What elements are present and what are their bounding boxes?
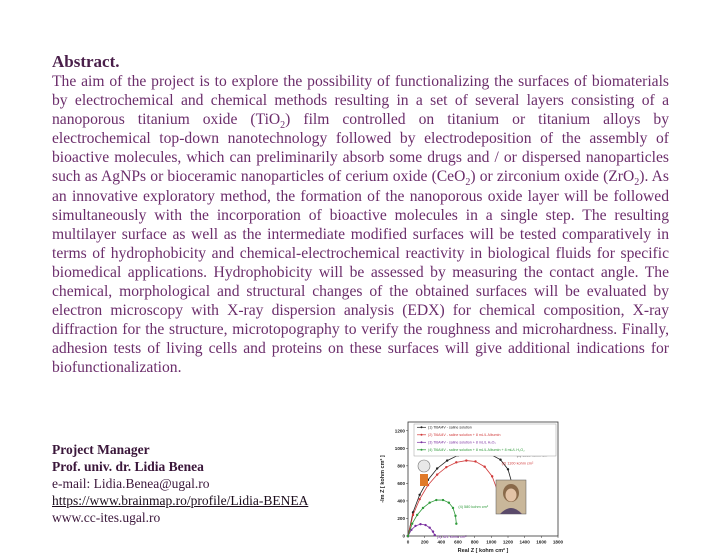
email-label: e-mail: bbox=[52, 476, 91, 491]
x-tick-label: 400 bbox=[437, 539, 446, 545]
photo-face bbox=[506, 489, 517, 502]
data-point bbox=[435, 499, 437, 501]
legend-entry-1: (1) Ti6Al4V - saline solution bbox=[428, 425, 472, 430]
series-annotation-4: (4) 580 kohm cm² bbox=[458, 505, 489, 510]
data-point bbox=[419, 523, 421, 525]
data-point bbox=[428, 526, 430, 528]
y-tick-label: 1200 bbox=[394, 428, 405, 434]
sample-photo bbox=[496, 480, 526, 514]
data-point bbox=[507, 468, 509, 470]
data-point bbox=[455, 523, 457, 525]
data-point bbox=[442, 499, 444, 501]
project-manager-block bbox=[52, 441, 308, 526]
data-point bbox=[446, 459, 448, 461]
data-point bbox=[434, 534, 436, 536]
y-tick-label: 400 bbox=[397, 498, 405, 504]
x-tick-label: 1000 bbox=[486, 539, 497, 545]
legend-marker-1 bbox=[421, 426, 423, 428]
data-point bbox=[432, 530, 434, 532]
abstract-section bbox=[52, 52, 669, 378]
legend-entry-3: (3) Ti6Al4V - saline solution + 8 mL/L H₂O₂ bbox=[428, 440, 496, 445]
profile-link[interactable]: https://www.brainmap.ro/profile/Lidia-BENEA bbox=[52, 493, 309, 508]
abstract-text bbox=[52, 72, 669, 378]
abstract-text-part-2: ) film controlled on titanium or titanium alloys by electrochemical top-down nanotechnology followed by electrodeposition of the assembly of bioactive molecules, which can preliminarily absorb some drugs and / or dispersed nanoparticles such as AgNPs or bioceramic nanoparticles of cerium oxide (CeO bbox=[52, 111, 669, 186]
x-tick-label: 600 bbox=[454, 539, 462, 545]
x-tick-label: 1800 bbox=[552, 539, 564, 545]
y-tick-label: 0 bbox=[402, 533, 405, 539]
legend-marker-3 bbox=[421, 441, 423, 443]
y-axis-label: -Im Z [ kohm cm² ] bbox=[380, 455, 386, 503]
data-point bbox=[454, 515, 456, 517]
data-point bbox=[418, 494, 420, 496]
x-tick-label: 800 bbox=[470, 539, 479, 545]
series-annotation-3: (3) 321 kohm cm² bbox=[436, 535, 467, 540]
legend-marker-2 bbox=[421, 434, 423, 436]
data-point bbox=[474, 460, 476, 462]
x-tick-label: 0 bbox=[406, 539, 410, 545]
abstract-heading: Abstract. bbox=[52, 52, 120, 71]
website-link[interactable]: www.cc-ites.ugal.ro bbox=[52, 510, 161, 525]
y-tick-label: 1000 bbox=[394, 445, 405, 451]
legend-entry-4: (4) Ti6Al4V - saline solution + 8 mL/L Albumin + 8 mL/L H₂O₂ bbox=[428, 448, 525, 452]
data-point bbox=[428, 501, 430, 503]
x-tick-label: 1600 bbox=[536, 539, 547, 545]
subscript-zro2: 2 bbox=[634, 177, 640, 189]
x-tick-label: 1400 bbox=[519, 539, 530, 545]
data-point bbox=[448, 501, 450, 503]
subscript-ceo2: 2 bbox=[465, 177, 471, 189]
nyquist-chart bbox=[376, 418, 566, 554]
subscript-tio2: 2 bbox=[280, 120, 286, 132]
data-point bbox=[422, 507, 424, 509]
x-tick-label: 1200 bbox=[502, 539, 514, 545]
data-point bbox=[414, 525, 416, 527]
data-point bbox=[416, 514, 418, 516]
email-address[interactable]: Lidia.Benea@ugal.ro bbox=[93, 476, 210, 491]
manager-label: Project Manager bbox=[52, 442, 150, 457]
y-tick-label: 600 bbox=[397, 480, 405, 486]
y-tick-label: 800 bbox=[397, 463, 405, 469]
data-point bbox=[483, 466, 485, 468]
specimen-tag bbox=[420, 474, 428, 486]
legend-marker-4 bbox=[421, 449, 423, 451]
data-point bbox=[445, 466, 447, 468]
data-point bbox=[491, 475, 493, 477]
data-point bbox=[407, 535, 409, 537]
data-point bbox=[436, 467, 438, 469]
abstract-text-part-3: ) or zirconium oxide (ZrO bbox=[470, 168, 635, 186]
data-point bbox=[499, 459, 501, 461]
y-tick-label: 200 bbox=[397, 516, 405, 522]
data-point bbox=[418, 498, 420, 500]
manager-name: Prof. univ. dr. Lidia Benea bbox=[52, 459, 204, 474]
specimen-disc bbox=[418, 460, 430, 472]
abstract-text-part-4: ). As an innovative exploratory method, the formation of the nanoporous oxide layer will be followed simultaneously with the incorporation of bioactive molecules in a single step. The resulting multilayer surface as well as the intermediate modified surfaces will be tested comparatively in terms of hydrophobicity and chemical-electrochemical reactivity in biological fluids for specific biomedical applications. Hydrophobicity will be assessed by measuring the contact angle. The chemical, morphological and structural changes of the obtained surfaces will be evaluated by electron microscopy with X-ray dispersion analysis (EDX) for chemical composition, X-ray diffraction for the structure, microtopography to verify the roughness and microhardness. Finally, adhesion tests of living cells and proteins on these surfaces will give additional indications for biofunctionalization. bbox=[52, 168, 669, 377]
chart-legend bbox=[414, 424, 556, 456]
x-tick-label: 200 bbox=[420, 539, 429, 545]
manager-email-line bbox=[52, 475, 308, 492]
data-point bbox=[412, 514, 414, 516]
data-point bbox=[455, 461, 457, 463]
data-point bbox=[465, 459, 467, 461]
data-point bbox=[424, 524, 426, 526]
x-axis-label: Real Z [ kohm cm² ] bbox=[457, 548, 509, 554]
series-annotation-2: (2) 1100 kohm cm² bbox=[501, 461, 534, 466]
data-point bbox=[436, 473, 438, 475]
data-point bbox=[411, 523, 413, 525]
data-point bbox=[452, 507, 454, 509]
legend-entry-2: (2) Ti6Al4V - saline solution + 8 mL/L Albumin bbox=[428, 433, 501, 437]
abstract-text-part-1: The aim of the project is to explore the possibility of functionalizing the surfaces of biomaterials by electrochemical and chemical methods resulting in a set of several layers consisting of a nanoporous titanium oxide (TiO bbox=[52, 73, 669, 129]
